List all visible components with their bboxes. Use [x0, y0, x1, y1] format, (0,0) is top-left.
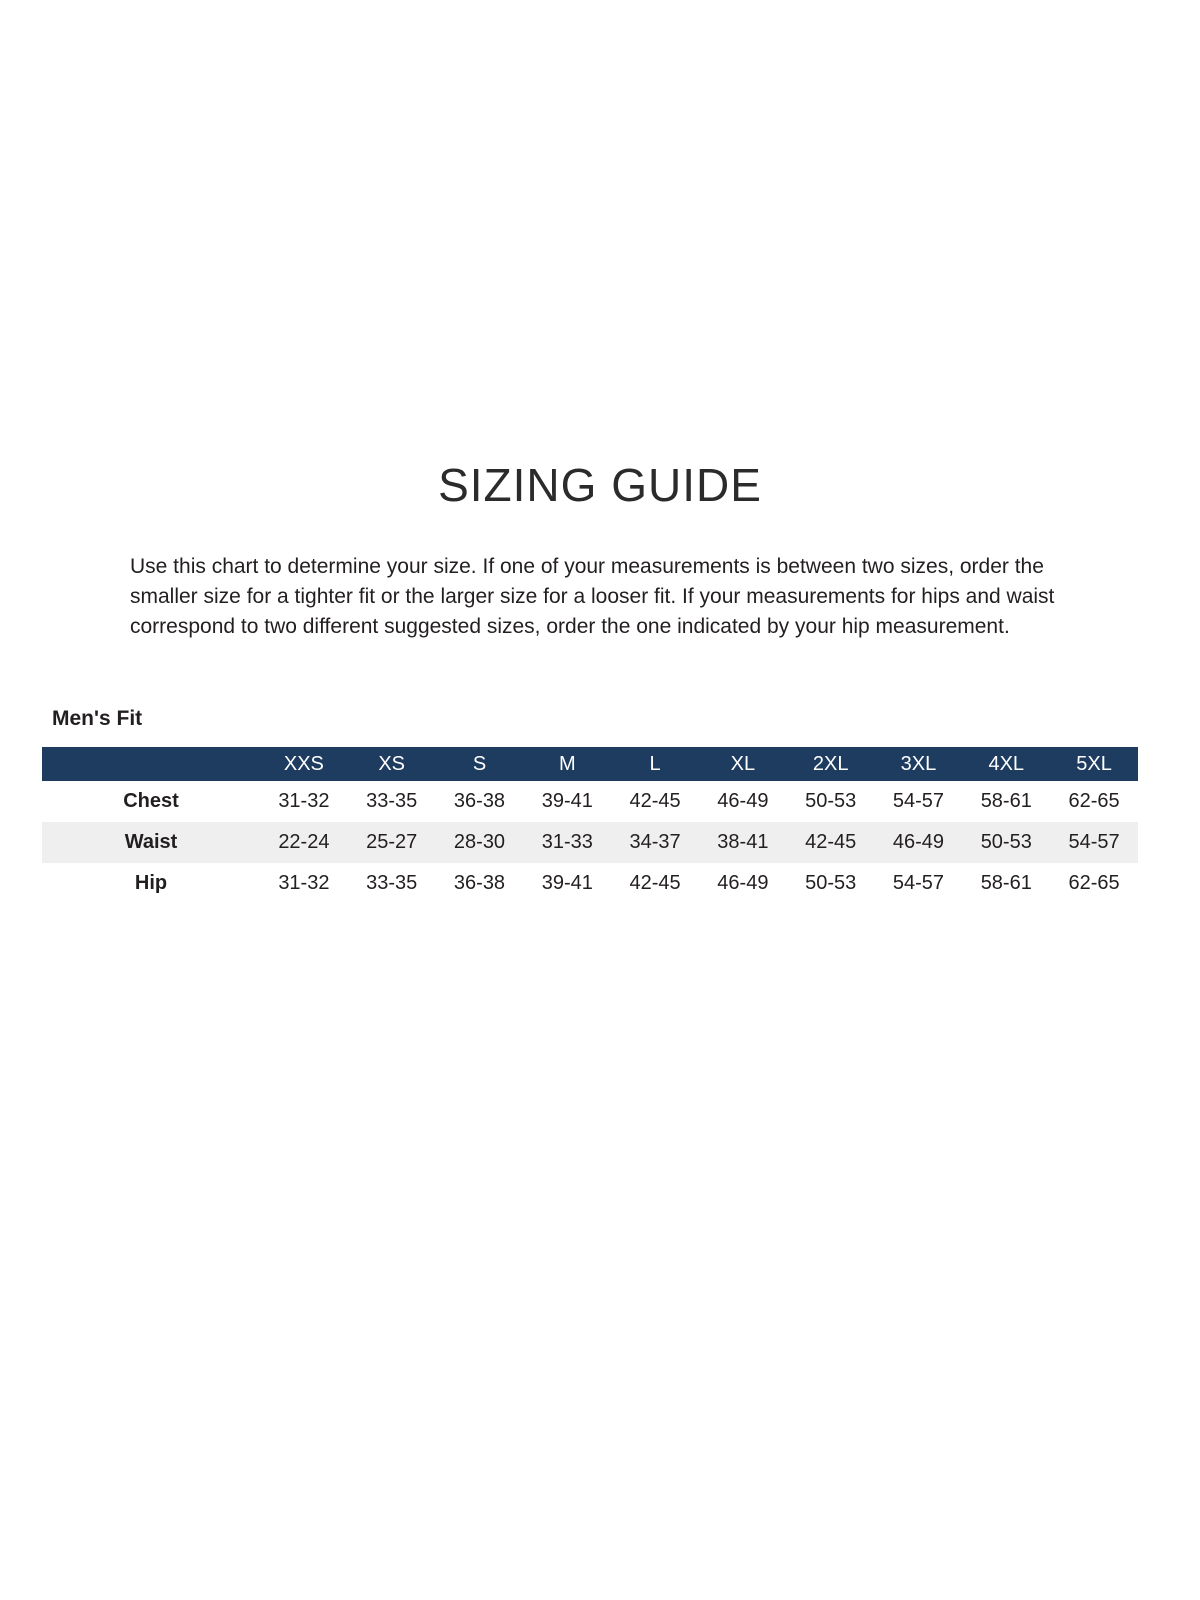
table-cell: 25-27: [366, 831, 418, 854]
table-cell: 46-49: [717, 790, 769, 813]
table-cell: 31-33: [541, 831, 593, 854]
table-cell: 33-35: [366, 790, 418, 813]
table-cell: 54-57: [1068, 831, 1120, 854]
table-cell: 42-45: [629, 872, 681, 895]
table-cell: 38-41: [717, 831, 769, 854]
table-cell: 33-35: [366, 872, 418, 895]
table-cell: 39-41: [541, 872, 593, 895]
table-cell: 54-57: [892, 872, 945, 895]
table-cell: 54-57: [892, 790, 945, 813]
header-size-4xl: 4XL: [988, 752, 1025, 775]
table-cell: 58-61: [980, 872, 1032, 895]
table-cell: 34-37: [629, 831, 681, 854]
header-size-xxs: XXS: [283, 752, 324, 775]
sizing-table: [42, 747, 1138, 904]
table-cell: 36-38: [453, 872, 506, 895]
header-empty-cell: [42, 747, 260, 781]
table-cell: 36-38: [453, 790, 506, 813]
header-size-xl: XL: [730, 752, 756, 775]
table-cell: 62-65: [1068, 790, 1120, 813]
table-cell: 46-49: [892, 831, 945, 854]
table-cell: 58-61: [980, 790, 1032, 813]
row-label-hip: Hip: [134, 872, 168, 895]
table-cell: 31-32: [278, 790, 330, 813]
table-cell: 22-24: [278, 831, 330, 854]
table-cell: 28-30: [453, 831, 506, 854]
table-cell: 50-53: [805, 872, 857, 895]
table-row-chest: [42, 781, 1138, 822]
table-row-hip: [42, 863, 1138, 904]
header-size-xs: XS: [378, 752, 406, 775]
table-cell: 50-53: [805, 790, 857, 813]
header-size-s: S: [472, 752, 487, 775]
intro-text: Use this chart to determine your size. If one of your measurements is between two sizes, order the smaller size for a tighter fit or the larger size for a looser fit. If your measurements for hips and waist correspond to two different suggested sizes, order the one indicated by your hip measurement.: [130, 555, 1055, 638]
page-title: SIZING GUIDE: [438, 459, 762, 511]
table-cell: 39-41: [541, 790, 593, 813]
header-size-2xl: 2XL: [812, 752, 849, 775]
row-label-chest: Chest: [123, 790, 179, 813]
header-size-5xl: 5XL: [1076, 752, 1112, 775]
section-label-mens-fit: Men's Fit: [52, 707, 143, 731]
table-header-row: [42, 747, 1138, 781]
table-cell: 46-49: [717, 872, 769, 895]
header-size-m: M: [558, 752, 576, 775]
table-cell: 42-45: [805, 831, 857, 854]
table-cell: 50-53: [980, 831, 1032, 854]
row-label-waist: Waist: [124, 831, 178, 854]
header-size-3xl: 3XL: [900, 752, 937, 775]
header-size-l: L: [649, 752, 661, 775]
table-cell: 42-45: [629, 790, 681, 813]
table-cell: 62-65: [1068, 872, 1120, 895]
table-row-waist: [42, 822, 1138, 863]
table-cell: 31-32: [278, 872, 330, 895]
